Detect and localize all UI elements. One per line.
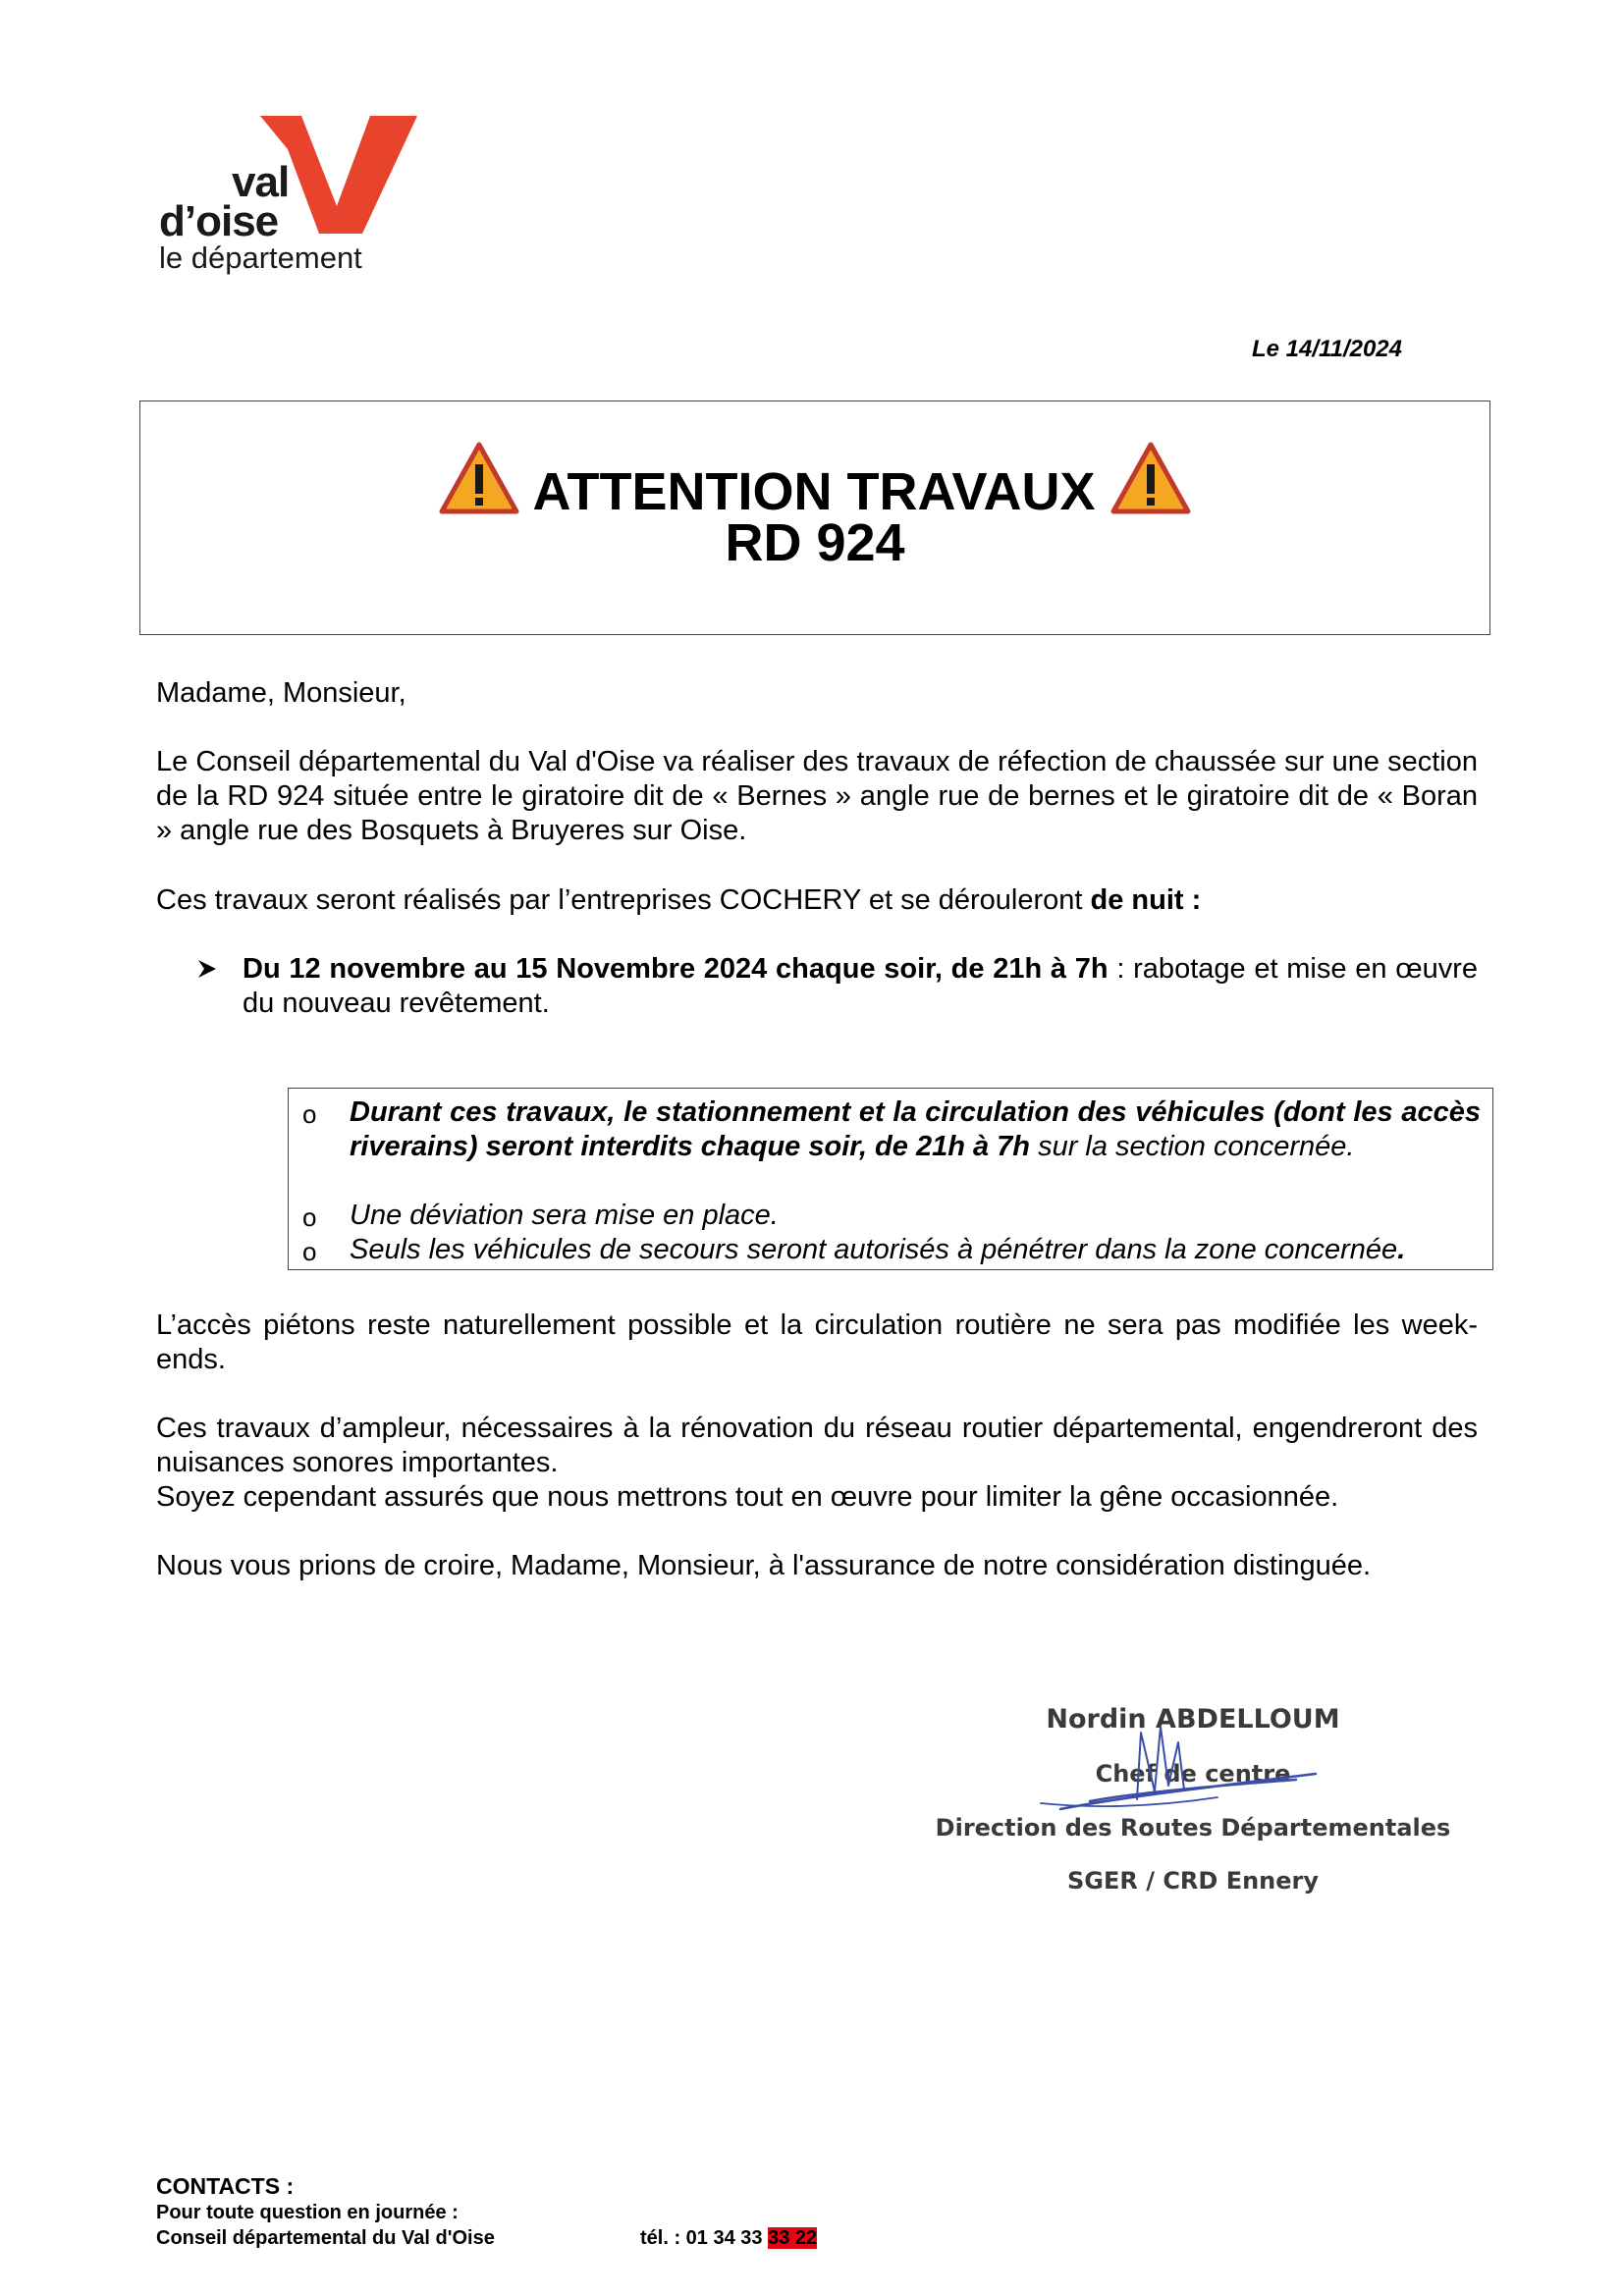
- logo-text-doise: d’oise: [159, 197, 279, 245]
- letter-date: Le 14/11/2024: [1251, 336, 1402, 362]
- execution-night: de nuit :: [1090, 884, 1202, 916]
- signatory-role: Chef de centre: [1095, 1760, 1291, 1788]
- signatory-direction: Direction des Routes Départementales: [935, 1814, 1451, 1842]
- schedule-dates: Du 12 novembre au 15 Novembre 2024 chaque soir, de 21h à 7h: [243, 953, 1109, 985]
- nuisance-paragraph: Ces travaux d’ampleur, nécessaires à la rénovation du réseau routier départemental, engendreront des nuisances sonores importantes.: [156, 1413, 1478, 1478]
- list-marker: o: [302, 1099, 317, 1129]
- department-logo: [157, 116, 432, 283]
- execution-text: Ces travaux seront réalisés par l’entreprises COCHERY et se dérouleront: [156, 884, 1091, 916]
- phone-number: tél. : 01 34 33: [640, 2227, 769, 2249]
- list-marker: o: [302, 1237, 317, 1266]
- signatory-service: SGER / CRD Ennery: [1066, 1867, 1320, 1895]
- notice-restriction: Durant ces travaux, le stationnement et la circulation des véhicules (dont les accès riverains) seront interdits chaque soir, de 21h à 7h: [350, 1096, 1481, 1162]
- title-box: [139, 400, 1490, 635]
- notice-emergency-end: .: [1397, 1234, 1406, 1265]
- notice-restriction-rest: sur la section concernée.: [1030, 1131, 1355, 1162]
- notice-box: [288, 1088, 1493, 1270]
- page-title: ATTENTION TRAVAUX: [532, 462, 1096, 521]
- phone-highlight: 33 22: [768, 2227, 818, 2249]
- road-title: RD 924: [725, 513, 905, 572]
- reassurance-paragraph: Soyez cependant assurés que nous mettrons tout en œuvre pour limiter la gêne occasionnée.: [156, 1481, 1339, 1513]
- signatory-name: Nordin ABDELLOUM: [1046, 1704, 1340, 1735]
- greeting: Madame, Monsieur,: [156, 677, 406, 709]
- execution-paragraph: [156, 883, 1478, 918]
- notice-deviation: Une déviation sera mise en place.: [350, 1200, 779, 1231]
- contacts-question: Pour toute question en journée :: [156, 2202, 459, 2223]
- list-marker: o: [302, 1202, 317, 1232]
- warning-triangle-icon: [1109, 441, 1192, 515]
- contacts-phone: [640, 2225, 817, 2251]
- logo-text-departement: le département: [159, 240, 362, 275]
- pedestrian-paragraph: L’accès piétons reste naturellement possible et la circulation routière ne sera pas modifiée les week-ends.: [156, 1309, 1478, 1375]
- contacts-org: Conseil départemental du Val d'Oise: [156, 2227, 495, 2249]
- warning-triangle-icon: [438, 441, 520, 515]
- schedule-bullet: [243, 952, 1478, 1021]
- closing-paragraph: Nous vous prions de croire, Madame, Monsieur, à l'assurance de notre considération distinguée.: [156, 1550, 1372, 1581]
- notice-emergency: Seuls les véhicules de secours seront autorisés à pénétrer dans la zone concernée: [350, 1234, 1398, 1265]
- contacts-heading: CONTACTS :: [156, 2173, 295, 2199]
- schedule-description: : rabotage et mise en œuvre du nouveau revêtement.: [243, 953, 1478, 1019]
- logo-text-val: val: [232, 158, 290, 206]
- intro-paragraph: Le Conseil départemental du Val d'Oise va réaliser des travaux de réfection de chaussée sur une section de la RD 924 située entre le giratoire dit de « Bernes » angle rue de bernes et le giratoire dit de « Boran » angle rue des Bosquets à Bruyeres sur Oise.: [156, 746, 1478, 846]
- arrow-bullet-icon: [196, 958, 218, 980]
- handwritten-signature: [1021, 1683, 1335, 1831]
